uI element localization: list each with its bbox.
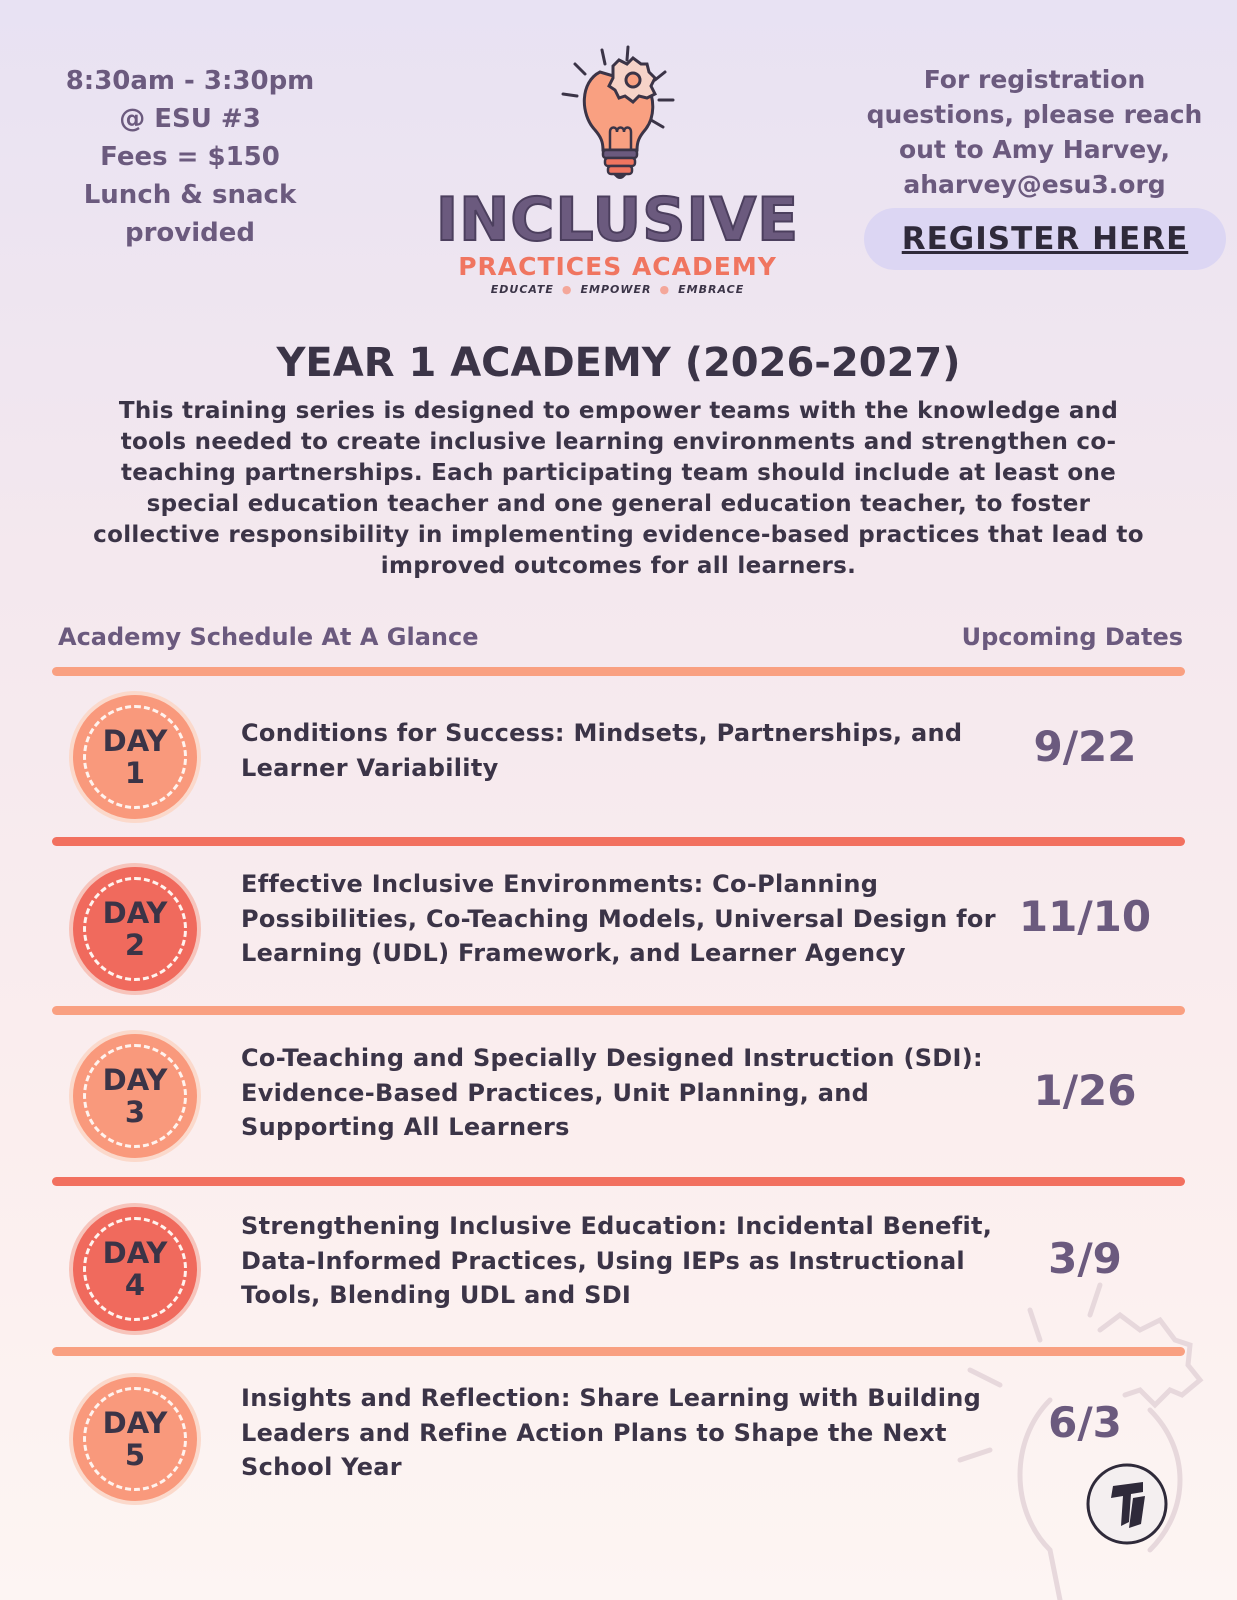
day-label: DAY (102, 1063, 168, 1097)
divider (52, 1177, 1185, 1186)
tagline-educate: EDUCATE (490, 283, 554, 296)
day-label: DAY (102, 1236, 168, 1270)
event-meals-line1: Lunch & snack (83, 180, 297, 210)
registration-info (862, 62, 1207, 202)
logo-tagline: EDUCATE ● EMPOWER ● EMBRACE (490, 283, 745, 296)
logo-title: INCLUSIVE (435, 185, 800, 255)
day-label: DAY (102, 896, 168, 930)
event-time: 8:30am - 3:30pm (65, 66, 315, 96)
registration-line2: questions, please reach (866, 100, 1203, 129)
divider (52, 1006, 1185, 1015)
tagline-empower: EMPOWER (580, 283, 652, 296)
dates-header: Upcoming Dates (961, 623, 1183, 651)
session-date-1: 9/22 (1033, 722, 1137, 771)
registration-email[interactable]: aharvey@esu3.org (903, 170, 1166, 199)
session-title-2: Effective Inclusive Environments: Co-Planning Possibilities, Co-Teaching Models, Universal Design for Learning (UDL) Framework, and Learner Agency (241, 870, 996, 967)
event-location: @ ESU #3 (119, 104, 261, 134)
day-badge-3 (73, 1034, 197, 1158)
day-number: 3 (124, 1095, 146, 1129)
session-date-4: 3/9 (1048, 1234, 1122, 1283)
session-title-5: Insights and Reflection: Share Learning with Building Leaders and Refine Action Plans to Shape the Next School Year (241, 1384, 982, 1481)
day-badge-1 (73, 695, 197, 819)
lightbulb-icon (555, 42, 685, 192)
session-date-3: 1/26 (1033, 1066, 1137, 1115)
day-number: 1 (124, 756, 146, 790)
session-title-1: Conditions for Success: Mindsets, Partnerships, and Learner Variability (241, 719, 963, 782)
session-date-2: 11/10 (1018, 892, 1152, 941)
organization-logo-icon (1085, 1462, 1169, 1546)
page-title: YEAR 1 ACADEMY (2026-2027) (276, 340, 961, 386)
logo-subtitle: PRACTICES ACADEMY (458, 252, 777, 281)
event-fees: Fees = $150 (100, 142, 280, 172)
day-number: 4 (124, 1268, 146, 1302)
event-meals-line2: provided (124, 218, 255, 248)
schedule-header: Academy Schedule At A Glance (58, 623, 479, 651)
day-label: DAY (102, 1406, 168, 1440)
day-number: 2 (124, 928, 146, 962)
session-date-5: 6/3 (1048, 1398, 1122, 1447)
session-title-3: Co-Teaching and Specially Designed Instruction (SDI): Evidence-Based Practices, Unit Planning, and Supporting All Learners (241, 1044, 983, 1141)
register-button[interactable]: REGISTER HERE (864, 208, 1226, 270)
divider (52, 667, 1185, 676)
event-info (40, 62, 340, 252)
description: This training series is designed to empower teams with the knowledge and tools needed to create inclusive learning environments and strengthen co-teaching partnerships. Each participating team should include at least one special education teacher and one general education teacher, to foster collective responsibility in implementing evidence-based practices that lead to improved outcomes for all learners. (93, 398, 1144, 579)
tagline-embrace: EMBRACE (678, 283, 745, 296)
day-label: DAY (102, 724, 168, 758)
registration-line1: For registration (923, 65, 1146, 94)
day-badge-4 (73, 1207, 197, 1331)
divider (52, 837, 1185, 846)
day-badge-5 (73, 1377, 197, 1501)
registration-line3: out to Amy Harvey, (898, 135, 1171, 164)
day-badge-2 (73, 867, 197, 991)
session-title-4: Strengthening Inclusive Education: Incidental Benefit, Data-Informed Practices, Using IEPs as Instructional Tools, Blending UDL and SDI (241, 1212, 993, 1309)
day-number: 5 (124, 1438, 146, 1472)
